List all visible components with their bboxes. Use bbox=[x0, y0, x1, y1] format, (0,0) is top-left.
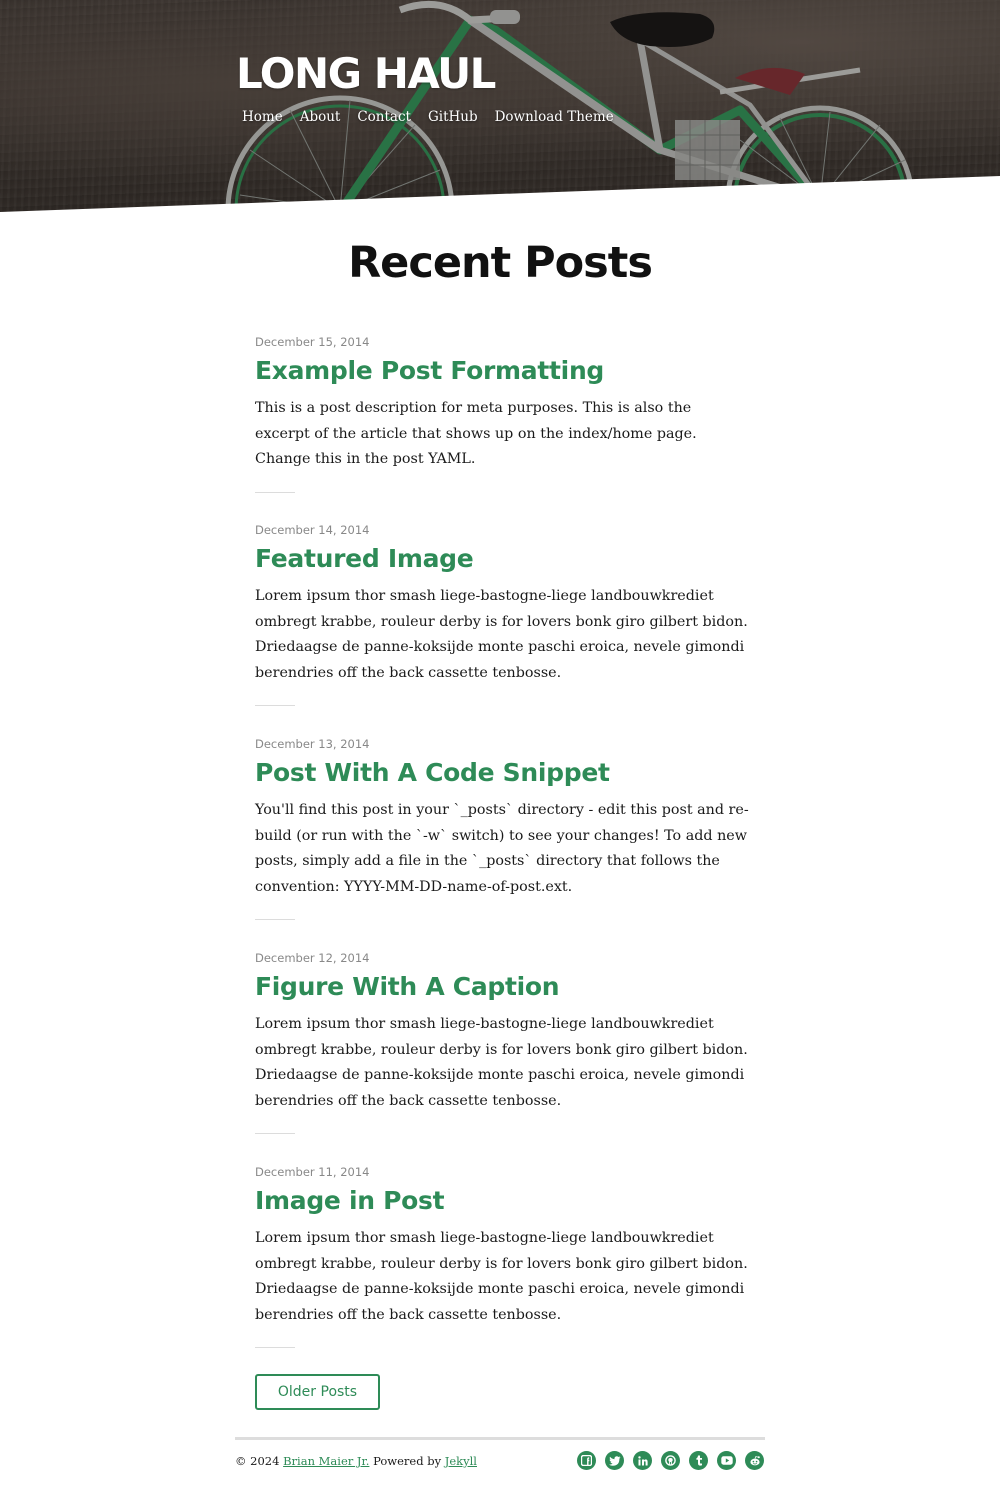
post-date: December 13, 2014 bbox=[255, 737, 370, 751]
nav-about[interactable]: About bbox=[299, 109, 341, 125]
post-date: December 15, 2014 bbox=[255, 335, 370, 349]
nav-download-theme[interactable]: Download Theme bbox=[494, 109, 614, 125]
page-title: Recent Posts bbox=[348, 238, 652, 288]
post-title-link[interactable]: Figure With A Caption bbox=[255, 972, 560, 1001]
post-divider bbox=[255, 1347, 295, 1348]
post-date: December 12, 2014 bbox=[255, 951, 370, 965]
jekyll-link[interactable]: Jekyll bbox=[444, 1454, 477, 1468]
post-excerpt: Lorem ipsum thor smash liege-bastogne-liege landbouwkrediet ombregt krabbe, rouleur derby is for lovers bonk giro gilbert bidon. Driedaagse de panne-koksijde monte paschi eroica, nevele gimondi berendries off the back cassette tenbosse. bbox=[255, 588, 748, 681]
post-item bbox=[255, 950, 755, 1164]
post-title-link[interactable]: Example Post Formatting bbox=[255, 356, 605, 385]
post-date: December 14, 2014 bbox=[255, 523, 370, 537]
tumblr-icon[interactable] bbox=[689, 1451, 708, 1470]
post-item bbox=[255, 1164, 755, 1378]
footer-divider bbox=[235, 1437, 765, 1440]
post-list bbox=[255, 334, 755, 1378]
post-excerpt: Lorem ipsum thor smash liege-bastogne-liege landbouwkrediet ombregt krabbe, rouleur derby is for lovers bonk giro gilbert bidon. Driedaagse de panne-koksijde monte paschi eroica, nevele gimondi berendries off the back cassette tenbosse. bbox=[255, 1230, 748, 1323]
post-item bbox=[255, 736, 755, 950]
nav-github[interactable]: GitHub bbox=[427, 109, 478, 125]
hero-diagonal-cut bbox=[0, 0, 1000, 212]
reddit-icon[interactable] bbox=[745, 1451, 764, 1470]
post-item bbox=[255, 334, 755, 522]
post-divider bbox=[255, 1133, 295, 1134]
post-title-link[interactable]: Post With A Code Snippet bbox=[255, 758, 610, 787]
nav-contact[interactable]: Contact bbox=[357, 109, 411, 125]
post-divider bbox=[255, 705, 295, 706]
twitter-icon[interactable] bbox=[605, 1451, 624, 1470]
post-excerpt: Lorem ipsum thor smash liege-bastogne-liege landbouwkrediet ombregt krabbe, rouleur derby is for lovers bonk giro gilbert bidon. Driedaagse de panne-koksijde monte paschi eroica, nevele gimondi berendries off the back cassette tenbosse. bbox=[255, 1016, 748, 1109]
social-links bbox=[577, 1451, 773, 1470]
linkedin-icon[interactable] bbox=[633, 1451, 652, 1470]
post-title-link[interactable]: Featured Image bbox=[255, 544, 474, 573]
post-excerpt: This is a post description for meta purposes. This is also the excerpt of the article that shows up on the index/home page. Change this in the post YAML. bbox=[255, 400, 697, 467]
nav-home[interactable]: Home bbox=[242, 109, 283, 125]
youtube-icon[interactable] bbox=[717, 1451, 736, 1470]
post-title-link[interactable]: Image in Post bbox=[255, 1186, 445, 1215]
powered-by-text: Powered by bbox=[373, 1454, 442, 1468]
copyright-text: © 2024 bbox=[235, 1454, 280, 1468]
older-posts-button[interactable]: Older Posts bbox=[255, 1374, 380, 1410]
post-excerpt: You'll find this post in your `_posts` directory - edit this post and re-build (or run with the `-w` switch) to see your changes! To add new posts, simply add a file in the `_posts` directory that follows the convention: YYYY-MM-DD-name-of-post.ext. bbox=[255, 802, 749, 895]
author-link[interactable]: Brian Maier Jr. bbox=[283, 1454, 370, 1468]
site-title[interactable]: LONG HAUL bbox=[236, 49, 495, 98]
post-divider bbox=[255, 919, 295, 920]
post-date: December 11, 2014 bbox=[255, 1165, 370, 1179]
main-nav bbox=[242, 108, 631, 126]
footer-credits bbox=[235, 1453, 477, 1469]
post-item bbox=[255, 522, 755, 736]
hero-header bbox=[0, 0, 1000, 212]
facebook-icon[interactable] bbox=[577, 1451, 596, 1470]
github-icon[interactable] bbox=[661, 1451, 680, 1470]
post-divider bbox=[255, 492, 295, 493]
